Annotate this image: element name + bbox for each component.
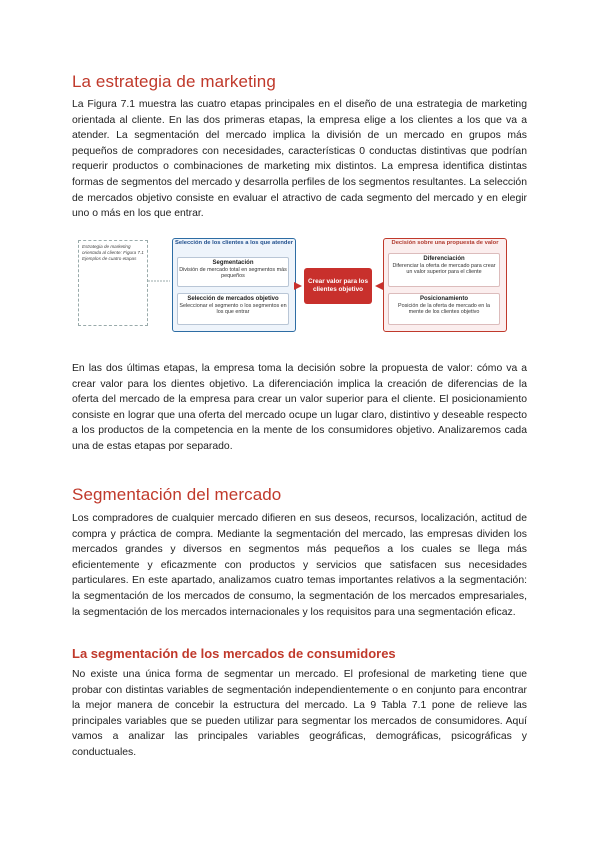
section-title-segmentacion: Segmentación del mercado	[72, 485, 282, 504]
step-segmentacion-title: Segmentación	[212, 260, 254, 266]
figure-side-note: Estrategia de marketing orientada al cliente: Figura 7.1 Ejemplos de cuatro etapas	[78, 240, 148, 326]
figure-7-1	[78, 236, 524, 336]
paragraph-estrategia-2: En las dos últimas etapas, la empresa toma la decisión sobre la propuesta de valor: cómo va a crear valor para los dientes objetivo. La diferenciación implica la creación de diferencias de la oferta del mercado de la empresa para crear un valor superior para el cliente. El posicionamiento consiste en lograr que una oferta del mercado ocupe un lugar claro, distintivo y deseable respecto a los productos de la competencia en la mente de los consumidores objetivo. Analizaremos cada una de estas etapas por separado.	[72, 363, 527, 452]
section-title-estrategia: La estrategia de marketing	[72, 72, 276, 91]
group-title-right: Decisión sobre una propuesta de valor	[391, 240, 499, 246]
step-posicionamiento-text: Posición de la oferta de mercado en la mente de los clientes objetivo	[398, 302, 490, 316]
step-seleccion-mercados	[177, 293, 289, 325]
paragraph-segmentacion: Los compradores de cualquier mercado difieren en sus deseos, recursos, localización, actitud de compra y práctica de compra. Mediante la segmentación del mercado, las empresas dividen los mercados grandes y diversos en segmentos más pequeños a los cuales se llega más eficientemente y eficazmente con productos y servicios que satisfacen sus necesidades particulares. En este apartado, analizamos cuatro temas importantes relativos a la segmentación: la segmentación de los mercados de consumo, la segmentación de los mercados empresariales, la segmentación de los mercados internacionales y los requisitos para una segmentación eficaz.	[72, 513, 527, 618]
step-segmentacion-text: División de mercado total en segmentos más pequeños	[179, 266, 287, 280]
step-seleccion-text: Seleccionar el segmento o los segmentos en los que entrar	[179, 302, 287, 316]
step-diferenciacion-text: Diferenciar la oferta de mercado para crear un valor superior para el cliente	[392, 262, 496, 276]
step-posicionamiento	[388, 293, 500, 325]
paragraph-consumidores: No existe una única forma de segmentar un mercado. El profesional de marketing tiene que probar con distintas variables de segmentación independientemente o en conjunto para encontrar la mejor manera de concebir la estructura del mercado. La 9 Tabla 7.1 pone de relieve las principales variables que se pueden utilizar para segmentar los mercados de consumidores. Aquí vamos a analizar las principales variables geográficas, demográficas, psicográficas y conductuales.	[72, 669, 527, 758]
step-diferenciacion	[388, 253, 500, 287]
step-diferenciacion-title: Diferenciación	[423, 256, 465, 262]
group-value-proposition	[383, 238, 507, 332]
paragraph-estrategia-1: La Figura 7.1 muestra las cuatro etapas principales en el diseño de una estrategia de marketing orientada al cliente. En las dos primeras etapas, la empresa elige a los clientes a los que va a atender. La segmentación del mercado implica la división de un mercado en grupos más pequeños de compradores con necesidades, características 0 conductas distintivas que podrían requerir productos o combinaciones de marketing mix distintos. La empresa identifica distintas formas de segmentos del mercado y desarrolla perfiles de los segmentos resultantes. La selección de mercados objetivo consiste en evaluar el atractivo de cada segmento del mercado y en elegir uno o más en los que entrar.	[72, 99, 527, 220]
step-seleccion-title: Selección de mercados objetivo	[187, 296, 279, 302]
step-segmentacion	[177, 257, 289, 287]
group-title-left: Selección de los clientes a los que atender	[175, 240, 293, 246]
connector-arrow-icon	[148, 276, 172, 286]
subsection-title-consumidores: La segmentación de los mercados de consumidores	[72, 646, 396, 661]
center-create-value-box: Crear valor para los clientes objetivo	[304, 268, 372, 304]
group-select-customers	[172, 238, 296, 332]
step-posicionamiento-title: Posicionamiento	[419, 296, 468, 302]
